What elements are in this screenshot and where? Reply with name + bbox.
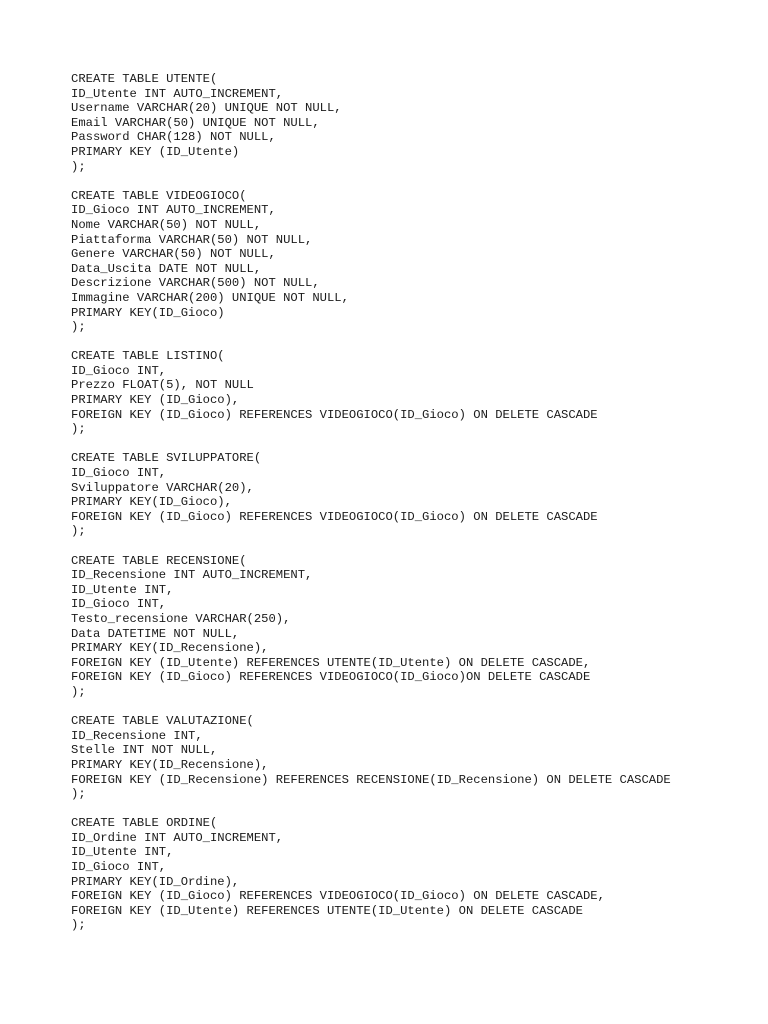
code-line: ); (71, 918, 86, 933)
code-line: ID_Gioco INT, (71, 363, 167, 378)
code-line: ID_Gioco INT, (71, 597, 167, 612)
code-line: Data DATETIME NOT NULL, (71, 626, 240, 641)
code-line: ID_Recensione INT AUTO_INCREMENT, (71, 568, 313, 583)
code-line: ID_Ordine INT AUTO_INCREMENT, (71, 830, 284, 845)
code-line: CREATE TABLE LISTINO( (71, 349, 225, 364)
code-line: PRIMARY KEY(ID_Gioco), (71, 495, 232, 510)
code-line: FOREIGN KEY (ID_Gioco) REFERENCES VIDEOGIOCO(ID_Gioco) ON DELETE CASCADE (71, 407, 598, 422)
code-line: Piattaforma VARCHAR(50) NOT NULL, (71, 232, 313, 247)
create-table-recensione (71, 554, 751, 700)
code-line: Password CHAR(128) NOT NULL, (71, 130, 276, 145)
create-table-utente (71, 72, 751, 174)
code-line: ID_Gioco INT, (71, 860, 167, 875)
create-table-sviluppatore (71, 451, 751, 539)
code-line: PRIMARY KEY (ID_Utente) (71, 144, 240, 159)
code-line: Genere VARCHAR(50) NOT NULL, (71, 247, 276, 262)
code-line: FOREIGN KEY (ID_Utente) REFERENCES UTENTE(ID_Utente) ON DELETE CASCADE (71, 903, 583, 918)
code-line: CREATE TABLE SVILUPPATORE( (71, 451, 262, 466)
code-line: PRIMARY KEY(ID_Ordine), (71, 874, 240, 889)
code-line: FOREIGN KEY (ID_Gioco) REFERENCES VIDEOGIOCO(ID_Gioco)ON DELETE CASCADE (71, 670, 591, 685)
code-line: PRIMARY KEY(ID_Recensione), (71, 641, 269, 656)
code-line: FOREIGN KEY (ID_Utente) REFERENCES UTENTE(ID_Utente) ON DELETE CASCADE, (71, 655, 591, 670)
code-line: CREATE TABLE UTENTE( (71, 72, 218, 86)
code-line: ID_Gioco INT AUTO_INCREMENT, (71, 203, 276, 218)
code-line: ID_Utente INT AUTO_INCREMENT, (71, 86, 284, 101)
code-line: Nome VARCHAR(50) NOT NULL, (71, 217, 262, 232)
code-line: ID_Utente INT, (71, 845, 174, 860)
code-line: Data_Uscita DATE NOT NULL, (71, 261, 262, 276)
code-line: Testo_recensione VARCHAR(250), (71, 611, 291, 626)
code-line: Descrizione VARCHAR(500) NOT NULL, (71, 276, 320, 291)
code-line: ID_Recensione INT, (71, 728, 203, 743)
code-line: FOREIGN KEY (ID_Recensione) REFERENCES RECENSIONE(ID_Recensione) ON DELETE CASCADE (71, 772, 671, 787)
create-table-ordine (71, 816, 751, 933)
code-line: PRIMARY KEY(ID_Recensione), (71, 757, 269, 772)
code-line: PRIMARY KEY (ID_Gioco), (71, 393, 240, 408)
code-line: ); (71, 787, 86, 802)
sql-document (71, 72, 751, 948)
code-line: Stelle INT NOT NULL, (71, 743, 218, 758)
code-line: CREATE TABLE RECENSIONE( (71, 553, 247, 568)
code-line: CREATE TABLE ORDINE( (71, 816, 218, 831)
code-line: Email VARCHAR(50) UNIQUE NOT NULL, (71, 115, 320, 130)
create-table-videogioco (71, 189, 751, 335)
code-line: Immagine VARCHAR(200) UNIQUE NOT NULL, (71, 290, 349, 305)
code-line: ); (71, 320, 86, 335)
code-line: ID_Utente INT, (71, 582, 174, 597)
code-line: PRIMARY KEY(ID_Gioco) (71, 305, 225, 320)
code-line: Sviluppatore VARCHAR(20), (71, 480, 254, 495)
code-line: CREATE TABLE VIDEOGIOCO( (71, 188, 247, 203)
code-line: ); (71, 422, 86, 437)
code-line: Prezzo FLOAT(5), NOT NULL (71, 378, 254, 393)
code-line: ); (71, 159, 86, 174)
create-table-valutazione (71, 714, 751, 802)
code-line: FOREIGN KEY (ID_Gioco) REFERENCES VIDEOGIOCO(ID_Gioco) ON DELETE CASCADE (71, 509, 598, 524)
code-line: FOREIGN KEY (ID_Gioco) REFERENCES VIDEOGIOCO(ID_Gioco) ON DELETE CASCADE, (71, 889, 605, 904)
create-table-listino (71, 349, 751, 437)
code-line: CREATE TABLE VALUTAZIONE( (71, 714, 254, 729)
code-line: Username VARCHAR(20) UNIQUE NOT NULL, (71, 101, 342, 116)
code-line: ); (71, 524, 86, 539)
code-line: ); (71, 684, 86, 699)
code-line: ID_Gioco INT, (71, 466, 167, 481)
